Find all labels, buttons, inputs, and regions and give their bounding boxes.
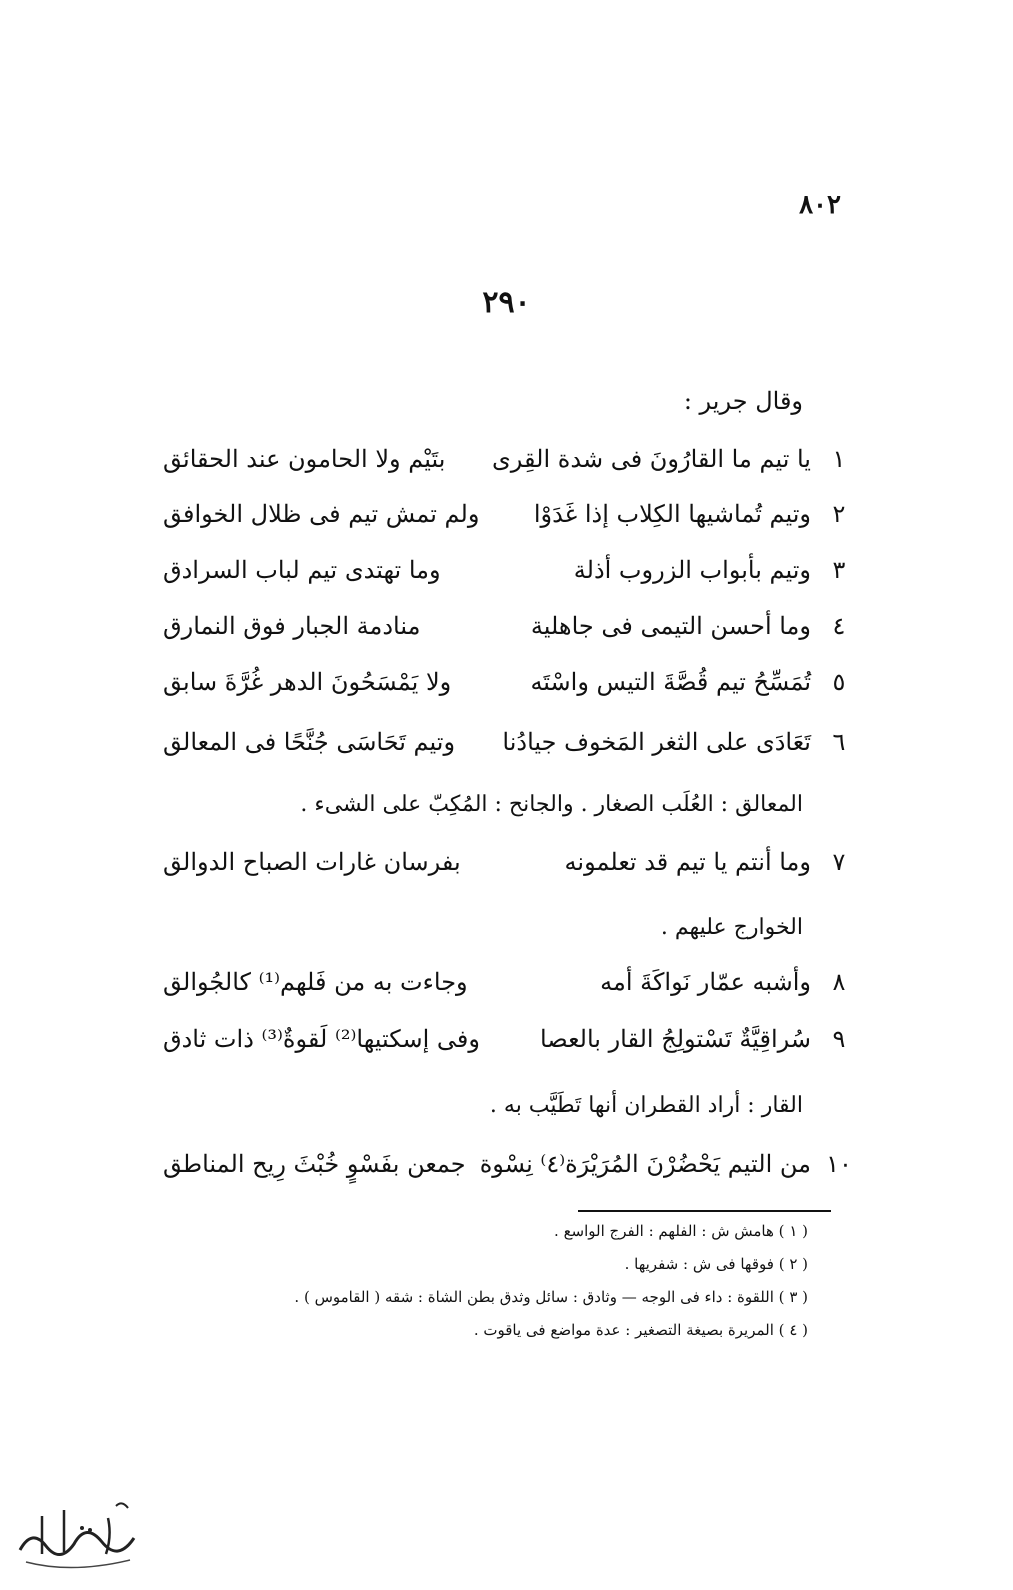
verse-line bbox=[163, 445, 853, 485]
verse-second-hemistich: بفرسان غارات الصباح الدوالق bbox=[163, 848, 461, 876]
verse-second-hemistich: منادمة الجبار فوق النمارق bbox=[163, 612, 421, 640]
poem-intro: وقال جرير : bbox=[683, 387, 803, 415]
verse-line bbox=[163, 668, 853, 708]
verse-line bbox=[163, 728, 853, 768]
poem-number: ٢٩٠ bbox=[482, 285, 531, 320]
verse-first-hemistich: وما أنتم يا تيم قد تعلمونه bbox=[564, 848, 811, 876]
verse-second-hemistich: وفى إسكتيها⁽²⁾ لَقوةٌ⁽³⁾ ذات ثادق bbox=[163, 1025, 480, 1053]
verse-second-hemistich: وما تهتدى تيم لباب السرادق bbox=[163, 556, 441, 584]
verse-line bbox=[163, 556, 853, 596]
verse-first-hemistich: تُمَسِّحُ تيم قُصَّةَ التيس واسْتَه bbox=[530, 668, 811, 696]
gloss-note: المعالق : العُلَب الصغار . والجانح : المُكِبّ على الشىء . bbox=[300, 792, 803, 817]
verse-line bbox=[163, 1025, 853, 1065]
verse-line bbox=[163, 1150, 853, 1190]
footnote: ( ٣ ) اللقوة : داء فى الوجه — وثادق : سائل وثدق بطن الشاة : شقه ( القاموس ) . bbox=[294, 1288, 808, 1306]
page-number: ٨٠٢ bbox=[799, 190, 841, 220]
verse-number: ٥ bbox=[832, 668, 846, 696]
verse-second-hemistich: ولا يَمْسَحُونَ الدهر غُرَّةَ سابق bbox=[163, 668, 452, 696]
verse-number: ٢ bbox=[832, 500, 846, 528]
verse-number: ٤ bbox=[832, 612, 846, 640]
verse-first-hemistich: سُراقِيَّةٌ تَسْتولِجُ القار بالعصا bbox=[539, 1025, 811, 1053]
verse-number: ٩ bbox=[832, 1025, 846, 1053]
footnote: ( ٢ ) فوقها فى ش : شفريها . bbox=[624, 1255, 808, 1273]
verse-first-hemistich: من التيم يَحْضُرْنَ المُرَيْرَة⁽٤⁾ نِسْوة bbox=[479, 1150, 811, 1178]
verse-number: ١ bbox=[832, 445, 846, 473]
verse-second-hemistich: ولم تمش تيم فى ظلال الخوافق bbox=[163, 500, 480, 528]
verse-first-hemistich: وتيم تُماشيها الكِلاب إذا غَدَوْا bbox=[533, 500, 811, 528]
verse-first-hemistich: وما أحسن التيمى فى جاهلية bbox=[530, 612, 811, 640]
footnote: ( ١ ) هامش ش : الفلهم : الفرج الواسع . bbox=[554, 1222, 808, 1240]
verse-second-hemistich: وجاءت به من فَلهم⁽¹⁾ كالجُوالق bbox=[163, 968, 468, 996]
verse-number: ٦ bbox=[832, 728, 846, 756]
verse-second-hemistich: وتيم تَحَاسَى جُنَّحًا فى المعالق bbox=[163, 728, 456, 756]
verse-second-hemistich: جمعن بفَسْوٍ خُبْثَ رِيح المناطق bbox=[163, 1150, 466, 1178]
verse-number: ١٠ bbox=[826, 1150, 852, 1178]
calligraphy-logo bbox=[12, 1488, 142, 1578]
verse-first-hemistich: يا تيم ما القارُونَ فى شدة القِرى bbox=[492, 445, 811, 473]
verse-line bbox=[163, 500, 853, 540]
verse-line bbox=[163, 612, 853, 652]
verse-first-hemistich: وتيم بأبواب الزروب أذلة bbox=[573, 556, 811, 584]
verse-second-hemistich: بتَيْم ولا الحامون عند الحقائق bbox=[163, 445, 446, 473]
verse-number: ٣ bbox=[832, 556, 846, 584]
footnote: ( ٤ ) المريرة بصيغة التصغير : عدة مواضع فى ياقوت . bbox=[473, 1321, 808, 1339]
verse-number: ٧ bbox=[832, 848, 846, 876]
verse-line bbox=[163, 968, 853, 1008]
gloss-note: القار : أراد القطران أنها تَطَيَّب به . bbox=[489, 1093, 803, 1118]
verse-line bbox=[163, 848, 853, 888]
verse-first-hemistich: تَعَادَى على الثغر المَخوف جيادُنا bbox=[502, 728, 811, 756]
verse-first-hemistich: وأشبه عمّار نَواكَةَ أمه bbox=[600, 968, 811, 996]
verse-number: ٨ bbox=[832, 968, 846, 996]
gloss-note: الخوارج عليهم . bbox=[660, 915, 803, 940]
footnote-divider bbox=[578, 1210, 831, 1212]
